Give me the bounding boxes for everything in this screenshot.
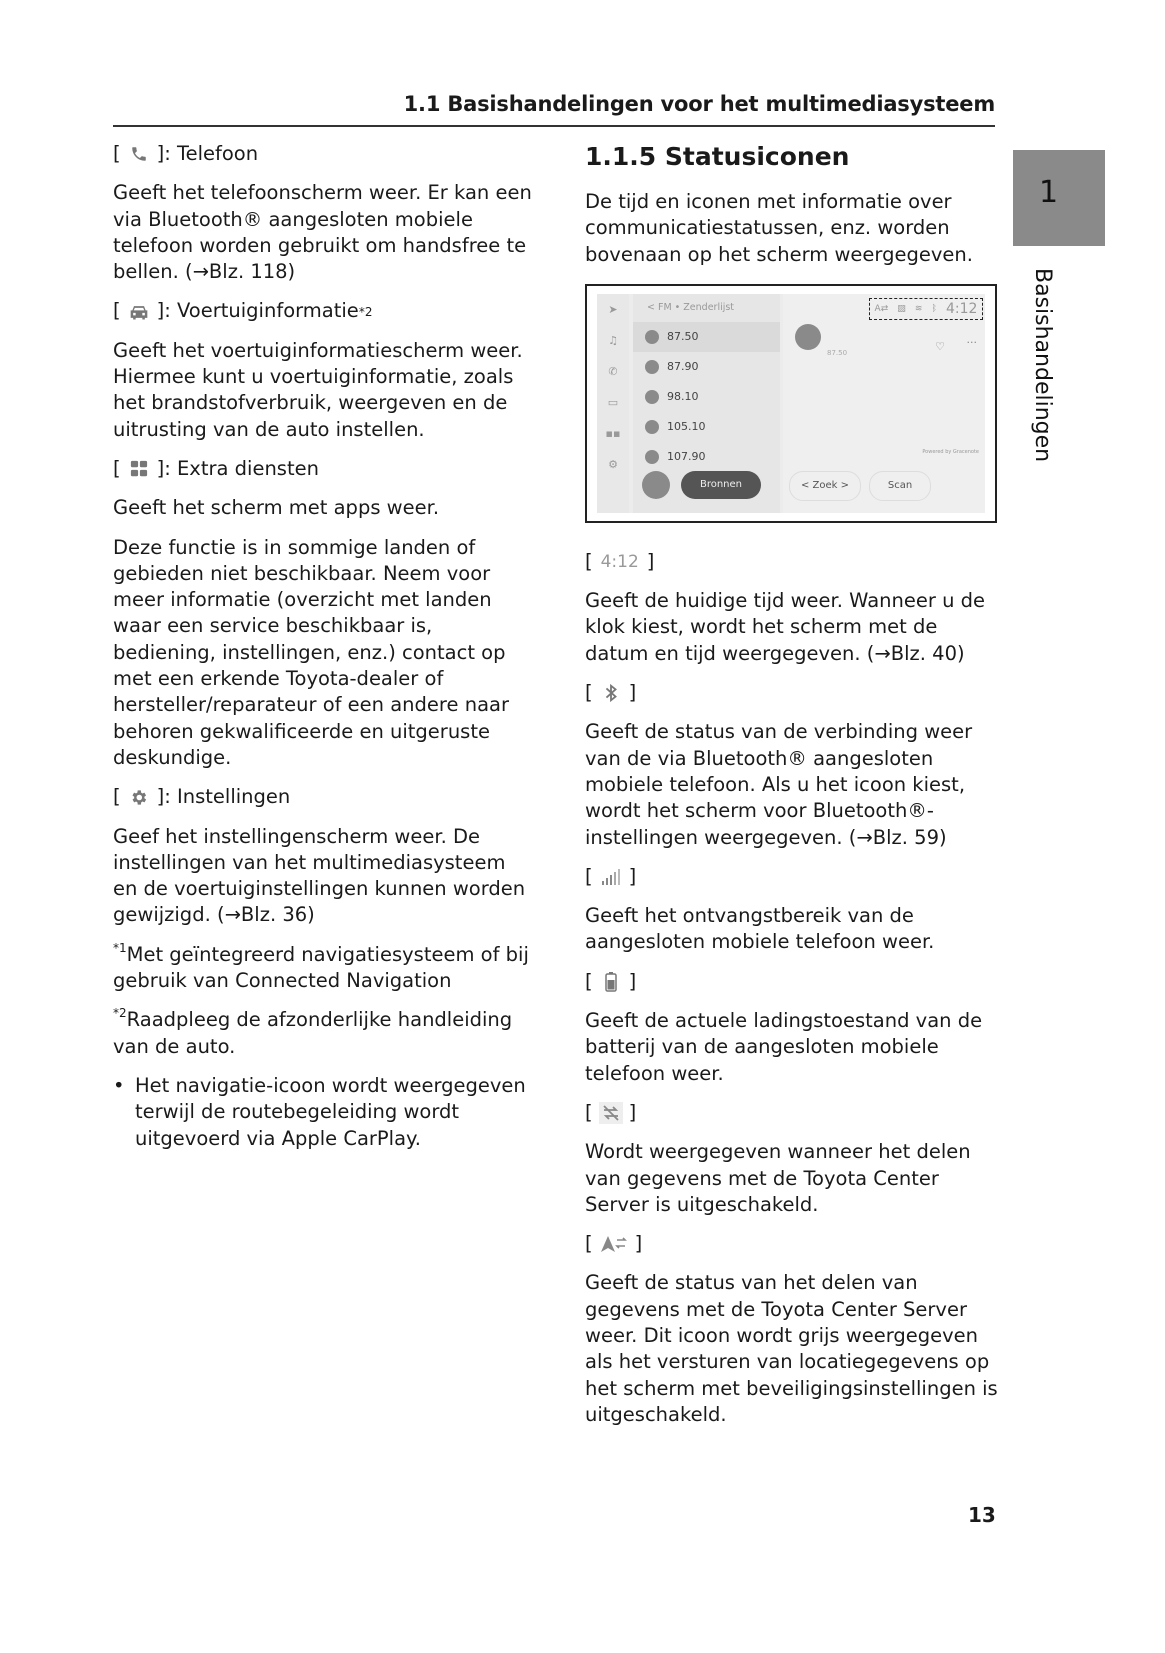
location-sharing-icon: A⇄	[874, 303, 889, 314]
page-number: 13	[968, 1503, 996, 1527]
data-sharing-off-icon	[599, 1102, 623, 1124]
wifi-icon: ≋	[914, 303, 923, 314]
signal-strength-icon	[599, 866, 623, 888]
data-sharing-off-icon: ▨	[897, 303, 906, 314]
item-label-voertuiginformatie: [ ]: Voertuiginformatie *2	[113, 299, 373, 323]
multimedia-screen-illustration	[585, 284, 997, 523]
running-header	[113, 92, 995, 127]
right-column	[585, 141, 1005, 1441]
bullet-note: • Het navigatie-icoon wordt weergegeven terwijl de routebegeleiding wordt uitgevoerd via Apple CarPlay.	[113, 1073, 526, 1150]
item-body-telefoon: Geeft het telefoonscherm weer. Er kan een via Bluetooth® aangesloten mobiele telefoon worden gebruikt om handsfree te bellen. (→Blz. 118)	[113, 181, 532, 284]
gear-icon	[127, 786, 151, 808]
radio-icon	[645, 420, 659, 434]
status-body-battery: Geeft de actuele ladingstoestand van de batterij van de aangesloten mobiele telefoon weer.	[585, 1009, 983, 1085]
item-note-extra-diensten: Deze functie is in sommige landen of gebieden niet beschikbaar. Neem voor meer informatie (overzicht met landen waar een service beschikbaar is, bediening, instellingen, enz.) contact op met een erkende Toyota-dealer of hersteller/reparateur of een andere naar behoren gekwalificeerde en uitgeruste deskundige.	[113, 535, 509, 769]
scan-button: Scan	[869, 471, 931, 501]
car-icon	[127, 301, 151, 323]
microphone-icon	[642, 471, 670, 499]
car-icon: ▭	[607, 395, 619, 409]
navigation-icon: ➤	[608, 302, 618, 316]
now-playing-panel	[783, 294, 985, 513]
sources-button: Bronnen	[681, 471, 761, 499]
clock: 4:12	[945, 300, 978, 317]
favorite-icon: ♡	[935, 339, 945, 353]
station-row: 105.10	[633, 412, 780, 442]
section-intro: De tijd en iconen met informatie over communicatiestatussen, enz. worden bovenaan op het scherm weergegeven.	[585, 190, 973, 266]
chapter-number: 1	[1039, 175, 1059, 210]
item-label-instellingen: [ ]: Instellingen	[113, 785, 291, 809]
now-playing-logo	[795, 324, 821, 350]
clock-time: 4:12	[600, 551, 639, 572]
chapter-tab	[1013, 150, 1105, 246]
footnote-2: $^{*2}$Raadpleeg de afzonderlijke handleiding van de auto.	[113, 1006, 513, 1058]
more-icon: ···	[966, 335, 977, 349]
seek-button: < Zoek >	[789, 471, 861, 501]
status-item-location-sharing: [ ]	[585, 1232, 643, 1256]
chapter-label: Basishandelingen	[1030, 268, 1055, 463]
now-playing-frequency: 87.50	[827, 348, 848, 357]
status-body-data-sharing-off: Wordt weergegeven wanneer het delen van gegevens met de Toyota Center Server is uitgeschakeld.	[585, 1140, 971, 1216]
status-item-battery: [ ]	[585, 969, 637, 993]
bluetooth-icon	[599, 682, 623, 704]
status-body-location-sharing: Geeft de status van het delen van gegevens met de Toyota Center Server weer. Dit icoon wordt grijs weergegeven als het versturen van locatiegegevens op het scherm met beveiligingsinstellingen is uitgeschakeld.	[585, 1271, 998, 1426]
radio-icon	[645, 450, 659, 464]
status-body-clock: Geeft de huidige tijd weer. Wanneer u de klok kiest, wordt het scherm met de datum en tijd weergegeven. (→Blz. 40)	[585, 589, 986, 665]
status-body-signal: Geeft het ontvangstbereik van de aangesloten mobiele telefoon weer.	[585, 904, 935, 954]
station-row: 98.10	[633, 382, 780, 412]
item-body-instellingen: Geef het instellingenscherm weer. De instellingen van het multimediasysteem en de voertuiginstellingen kunnen worden gewijzigd. (→Blz. 36)	[113, 824, 526, 927]
station-row: 107.90	[633, 442, 780, 472]
item-body-extra-diensten: Geeft het scherm met apps weer.	[113, 496, 440, 520]
station-row: 87.90	[633, 352, 780, 382]
item-body-voertuiginformatie: Geeft het voertuiginformatiescherm weer. Hiermee kunt u voertuiginformatie, zoals het brandstofverbruik, weergeven en de uitrusting van de auto instellen.	[113, 338, 523, 441]
radio-icon	[645, 360, 659, 374]
screen-breadcrumb: < FM • Zenderlijst	[647, 301, 735, 313]
item-label-telefoon: [ ]: Telefoon	[113, 142, 259, 165]
section-title: 1.1 Basishandelingen voor het multimediasysteem	[403, 92, 995, 116]
radio-icon	[645, 330, 659, 344]
screen-side-menu	[597, 294, 629, 513]
section-heading: 1.1.5 Statusiconen	[585, 142, 850, 171]
status-item-signal: [ ]	[585, 864, 637, 888]
phone-icon	[127, 143, 151, 165]
bluetooth-icon: ᛒ	[931, 303, 937, 314]
apps-grid-icon	[127, 458, 151, 480]
left-column	[113, 141, 533, 1152]
status-item-data-sharing-off: [ ]	[585, 1100, 637, 1124]
item-label-extra-diensten: [ ]: Extra diensten	[113, 456, 319, 480]
music-icon: ♫	[608, 333, 618, 347]
status-bar-highlight	[869, 298, 983, 320]
footnote-1: $^{*1}$Met geïntegreerd navigatiesysteem of bij gebruik van Connected Navigation	[113, 940, 529, 993]
apps-grid-icon: ▪▪	[605, 426, 621, 440]
status-item-bluetooth: [ ]	[585, 681, 637, 705]
status-item-clock: [ 4:12 ]	[585, 549, 655, 573]
gear-icon: ⚙	[608, 457, 618, 471]
location-sharing-icon	[599, 1233, 629, 1255]
phone-icon: ✆	[608, 364, 618, 378]
powered-by-label: Powered by Gracenote	[922, 448, 979, 455]
station-row: 87.50	[633, 322, 780, 352]
radio-icon	[645, 390, 659, 404]
status-body-bluetooth: Geeft de status van de verbinding weer van de via Bluetooth® aangesloten mobiele telefoon. Als u het icoon kiest, wordt het scherm voor Bluetooth®-instellingen weergegeven. (→Blz. 59)	[585, 720, 973, 849]
battery-icon	[599, 971, 623, 993]
